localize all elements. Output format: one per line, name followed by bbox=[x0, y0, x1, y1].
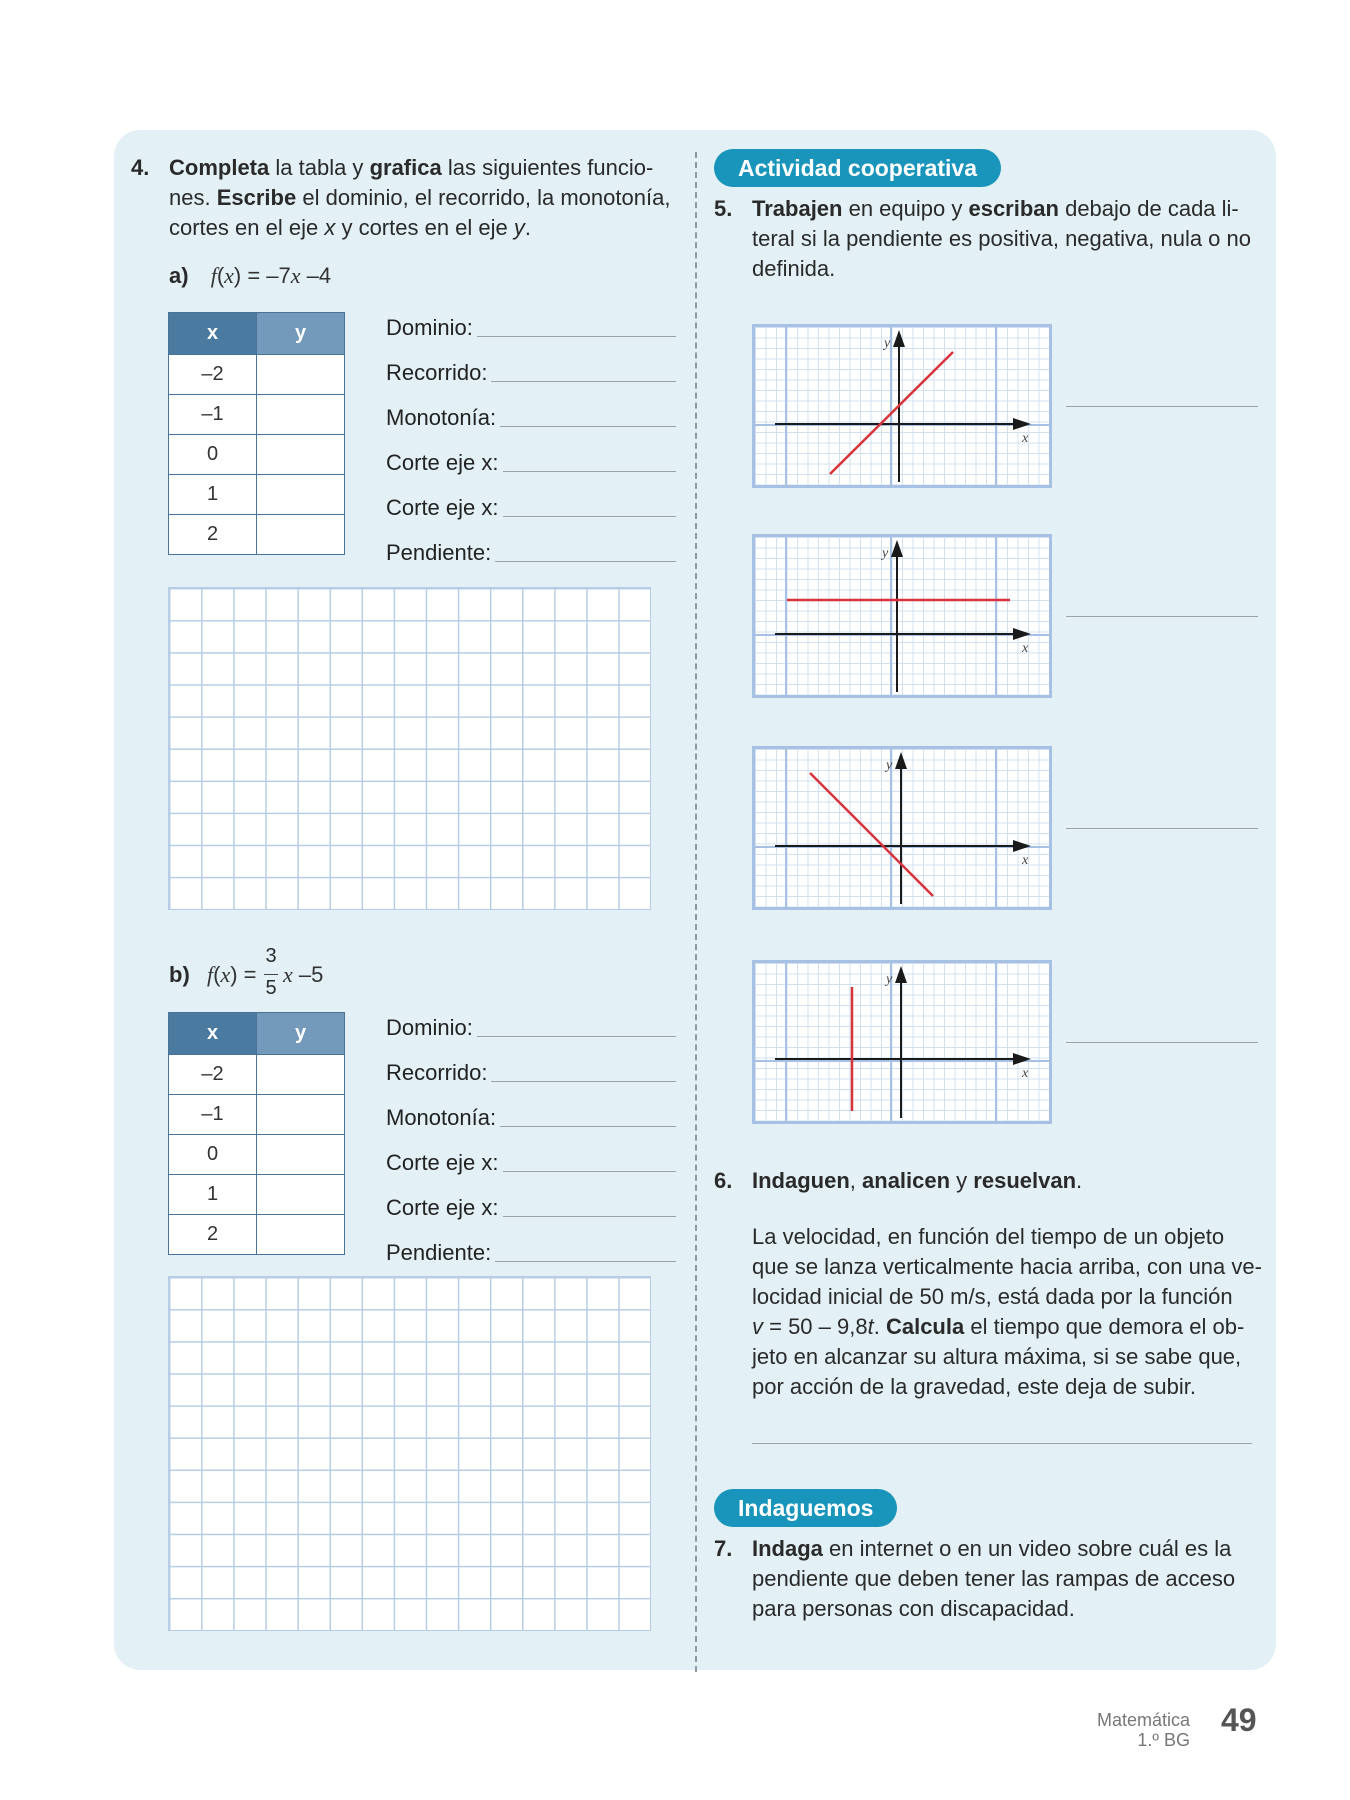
y-axis-label: y bbox=[886, 758, 893, 773]
field-corte-eje-1[interactable]: Corte eje x: bbox=[386, 431, 676, 476]
header-x: x bbox=[169, 1013, 257, 1055]
question-4: 4. Completa la tabla y grafica las siguientes funcio- nes. Escribe el dominio, el recorrido, la monotonía, cortes en el eje x y cortes en el eje y. bbox=[131, 155, 671, 240]
field-pendiente[interactable]: Pendiente: bbox=[386, 1221, 676, 1266]
y-cell[interactable] bbox=[257, 1095, 345, 1135]
badge-indaguemos: Indaguemos bbox=[714, 1489, 897, 1527]
answer-line-1[interactable] bbox=[1066, 406, 1258, 407]
item-a-formula: a) f(x) = –7x –4 bbox=[169, 263, 332, 288]
footer-subject: Matemática 1.º BG bbox=[1096, 1710, 1190, 1750]
y-cell[interactable] bbox=[257, 1175, 345, 1215]
answer-line-3[interactable] bbox=[1066, 828, 1258, 829]
y-cell[interactable] bbox=[257, 395, 345, 435]
graph-paper-a[interactable] bbox=[168, 587, 651, 910]
field-corte-eje-1[interactable]: Corte eje x: bbox=[386, 1131, 676, 1176]
field-recorrido[interactable]: Recorrido: bbox=[386, 341, 676, 386]
page-number: 49 bbox=[1221, 1702, 1257, 1738]
question-number: 4. bbox=[131, 155, 150, 180]
y-cell[interactable] bbox=[257, 435, 345, 475]
graph-paper-b[interactable] bbox=[168, 1276, 651, 1631]
table-a: x y –2 –1 0 1 2 bbox=[168, 312, 345, 555]
field-monotonia[interactable]: Monotonía: bbox=[386, 386, 676, 431]
y-cell[interactable] bbox=[257, 1055, 345, 1095]
field-pendiente[interactable]: Pendiente: bbox=[386, 521, 676, 566]
x-axis-label: x bbox=[1022, 853, 1029, 868]
question-6: 6. Indaguen, analicen y resuelvan. bbox=[714, 1168, 1083, 1193]
y-axis-label: y bbox=[884, 336, 891, 351]
field-dominio[interactable]: Dominio: bbox=[386, 996, 676, 1041]
fraction-denominator: 5 bbox=[265, 977, 277, 999]
x-axis-label: x bbox=[1022, 641, 1029, 656]
question-6-body: La velocidad, en función del tiempo de un objeto que se lanza verticalmente hacia arriba, con una ve- locidad inicial de 50 m/s, está dada por la función v = 50 – 9,8t. Calcula el tiempo que demora el ob- jeto en alcanzar su altura máxima, si se sabe que, por acción de la gravedad, este deja de subir. bbox=[752, 1224, 1262, 1399]
table-b: x y –2 –1 0 1 2 bbox=[168, 1012, 345, 1255]
y-cell[interactable] bbox=[257, 355, 345, 395]
question-5: 5. Trabajen en equipo y escriban debajo de cada li- teral si la pendiente es positiva, negativa, nula o no definida. bbox=[714, 196, 1251, 281]
field-monotonia[interactable]: Monotonía: bbox=[386, 1086, 676, 1131]
field-dominio[interactable]: Dominio: bbox=[386, 296, 676, 341]
graph-negative-slope bbox=[752, 746, 1052, 910]
graph-undefined-slope bbox=[752, 960, 1052, 1124]
x-axis-label: x bbox=[1022, 1066, 1029, 1081]
y-cell[interactable] bbox=[257, 515, 345, 555]
x-axis-label: x bbox=[1022, 431, 1029, 446]
answer-line-2[interactable] bbox=[1066, 616, 1258, 617]
header-y: y bbox=[257, 1013, 345, 1055]
y-axis-label: y bbox=[886, 972, 893, 987]
fields-a bbox=[386, 296, 676, 566]
y-cell[interactable] bbox=[257, 475, 345, 515]
answer-line-4[interactable] bbox=[1066, 1042, 1258, 1043]
answer-line-q6[interactable] bbox=[752, 1443, 1252, 1444]
field-corte-eje-2[interactable]: Corte eje x: bbox=[386, 1176, 676, 1221]
column-divider bbox=[695, 152, 697, 1672]
field-recorrido[interactable]: Recorrido: bbox=[386, 1041, 676, 1086]
fraction-numerator: 3 bbox=[265, 945, 277, 967]
badge-actividad-cooperativa: Actividad cooperativa bbox=[714, 149, 1001, 187]
formula: f(x) = –7x –4 bbox=[210, 263, 332, 288]
y-cell[interactable] bbox=[257, 1135, 345, 1175]
fraction-bar bbox=[264, 974, 278, 975]
header-x: x bbox=[169, 313, 257, 355]
graph-positive-slope bbox=[752, 324, 1052, 488]
header-y: y bbox=[257, 313, 345, 355]
y-axis-label: y bbox=[882, 546, 889, 561]
graph-zero-slope bbox=[752, 534, 1052, 698]
fields-b bbox=[386, 996, 676, 1266]
field-corte-eje-2[interactable]: Corte eje x: bbox=[386, 476, 676, 521]
question-7: 7. Indaga en internet o en un video sobre cuál es la pendiente que deben tener las rampas de acceso para personas con discapacidad. bbox=[714, 1536, 1236, 1621]
y-cell[interactable] bbox=[257, 1215, 345, 1255]
